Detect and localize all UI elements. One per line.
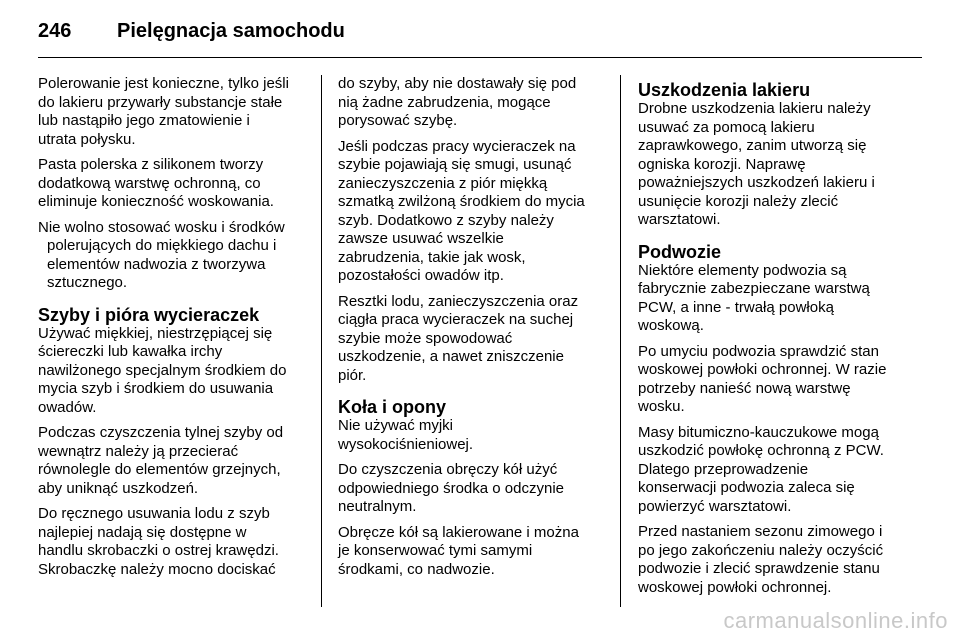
- paragraph: Obręcze kół są lakierowane i można je konserwować tymi samymi środkami, co nadwozie.: [338, 523, 579, 578]
- watermark: carmanualsonline.info: [723, 608, 948, 633]
- paragraph: Jeśli podczas pracy wycieraczek na szybie pojawiają się smugi, usunąć zanieczyszczenia z piór miękką szmatką zwilżoną środkiem do mycia szyb. Dodatkowo z szyby należy zawsze usuwać wszelkie zabrudzenia, takie jak wosk, pozostałości owadów itp.: [338, 137, 585, 284]
- header-rule: [38, 57, 922, 58]
- column-3: [638, 75, 910, 604]
- section-heading: Szyby i pióra wycieraczek: [38, 304, 260, 325]
- column-divider: [620, 75, 621, 607]
- section-heading: Podwozie: [638, 241, 722, 262]
- paragraph: do szyby, aby nie dostawały się pod nią żadne zabrudzenia, mogące porysować szybę.: [338, 75, 577, 129]
- paragraph: Niektóre elementy podwozia są fabrycznie zabezpieczane warstwą PCW, a inne - trwałą powłoką woskową.: [638, 261, 870, 334]
- paragraph: Nie wolno stosować wosku i środków polerujących do miękkiego dachu i elementów nadwozia z tworzywa sztucznego.: [38, 218, 285, 291]
- paragraph: Nie używać myjki wysokociśnieniowej.: [338, 417, 474, 453]
- paragraph: Polerowanie jest konieczne, tylko jeśli do lakieru przywarły substancje stałe lub nastąpiło jego zmatowienie i utrata połysku.: [38, 75, 289, 148]
- page-header: [38, 14, 922, 50]
- paragraph: Drobne uszkodzenia lakieru należy usuwać za pomocą lakieru zaprawkowego, zanim utworzą się ogniska korozji. Naprawę poważniejszych uszkodzeń lakieru i usunięcie korozji należy zlecić warsztatowi.: [638, 100, 875, 228]
- paragraph: Używać miękkiej, niestrzępiącej się ściereczki lub kawałka irchy nawilżonego specjalnym środkiem do mycia szyb i środkiem do usuwania owadów.: [38, 324, 287, 416]
- section-heading: Koła i opony: [338, 397, 446, 417]
- paragraph: Przed nastaniem sezonu zimowego i po jego zakończeniu należy oczyścić podwozie i zlecić sprawdzenie stanu woskowej powłoki ochronnej.: [638, 523, 884, 596]
- paragraph: Masy bitumiczno-kauczukowe mogą uszkodzić powłokę ochronną z PCW. Dlatego przeprowadzenie konserwacji podwozia zaleca się powierzyć warsztatowi.: [638, 423, 884, 515]
- paragraph: Resztki lodu, zanieczyszczenia oraz ciągła praca wycieraczek na suchej szybie może spowodować uszkodzenie, a nawet zniszczenie piór.: [338, 292, 579, 384]
- paragraph: Podczas czyszczenia tylnej szyby od wewnątrz należy ją przecierać równolegle do elementów grzejnych, aby uniknąć uszkodzeń.: [38, 424, 284, 497]
- page-title: Pielęgnacja samochodu: [117, 20, 345, 42]
- paragraph: Pasta polerska z silikonem tworzy dodatkową warstwę ochronną, co eliminuje konieczność woskowania.: [38, 156, 274, 210]
- page-number: 246: [38, 20, 72, 42]
- paragraph: Do czyszczenia obręczy kół użyć odpowiedniego środka o odczynie neutralnym.: [338, 461, 564, 515]
- column-divider: [321, 75, 322, 607]
- section-heading: Uszkodzenia lakieru: [638, 80, 811, 100]
- paragraph: Do ręcznego usuwania lodu z szyb najlepiej nadają się dostępne w handlu skrobaczki o ostrej krawędzi. Skrobaczkę należy mocno dociskać: [38, 505, 279, 578]
- column-2: [338, 75, 606, 586]
- column-1: [38, 75, 306, 586]
- paragraph: Po umyciu podwozia sprawdzić stan woskowej powłoki ochronnej. W razie potrzeby nanieść nową warstwę wosku.: [638, 342, 887, 415]
